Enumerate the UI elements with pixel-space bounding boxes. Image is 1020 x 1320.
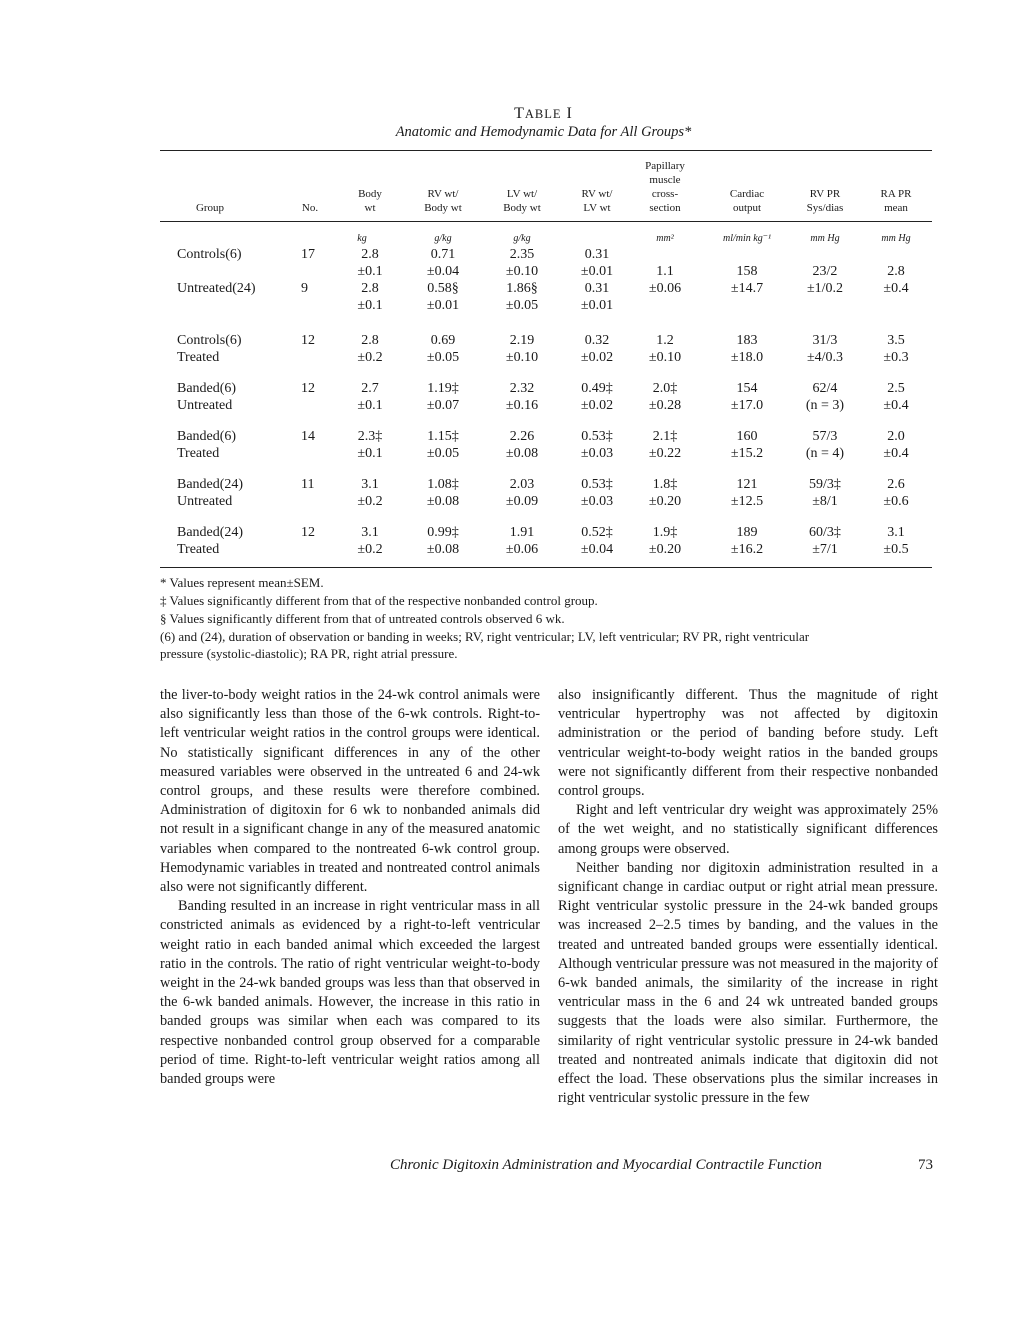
cell-rvbw-sem: ±0.07 [426, 398, 460, 413]
group-name [177, 428, 236, 462]
page-number: 73 [918, 1157, 933, 1173]
header-line: RV wt/ [427, 188, 459, 200]
group-name [177, 280, 256, 297]
cell-bw-mean: 2.8 [361, 281, 379, 296]
cell-lvbw-mean: 1.91 [509, 525, 535, 540]
table-row [160, 380, 932, 420]
table-row [160, 524, 932, 564]
header-line: output [732, 202, 762, 214]
cell-rvlv-sem: ±0.03 [580, 446, 614, 461]
header-line: Body wt [503, 202, 541, 214]
unit-rapr: mm Hg [881, 233, 911, 244]
header-line: muscle [649, 174, 681, 186]
table-header-rule [160, 221, 932, 222]
group-count: 12 [301, 333, 315, 348]
cell-lvbw-sem: ±0.05 [505, 298, 539, 313]
table-row [160, 332, 932, 372]
cell-rvpr-sem: 23/2 [812, 264, 838, 279]
header-lvbw [487, 187, 557, 215]
cell-rvlv-sem: ±0.02 [580, 398, 614, 413]
unit-lvbw: g/kg [513, 233, 531, 244]
cell-rvpr-mean: 31/3 [812, 333, 838, 348]
group-treatment: Treated [177, 446, 220, 461]
cell-bw-sem: ±0.1 [357, 264, 383, 279]
cell-rapr-sem: 2.8 [887, 264, 905, 279]
cell-pap-sem: ±0.20 [648, 542, 682, 557]
cell-co-sem: 158 [736, 264, 758, 279]
cell-rapr-mean: 2.6 [887, 477, 905, 492]
table-bottom-rule [160, 567, 932, 568]
cell-bw-mean: 3.1 [361, 525, 379, 540]
group-label: Banded(24) [177, 477, 244, 492]
cell-bw-mean: 2.3‡ [357, 429, 383, 444]
header-line: RV PR [809, 188, 841, 200]
group-name [177, 476, 243, 510]
header-line: cross- [651, 188, 679, 200]
group-treatment: Untreated [177, 398, 233, 413]
header-line: RA PR [880, 188, 912, 200]
cell-rvpr-sem: (n = 3) [805, 398, 845, 413]
header-line: Cardiac [729, 188, 765, 200]
cell-rapr-mean: 2.0 [887, 429, 905, 444]
cell-rvpr-mean: ±1/0.2 [806, 281, 844, 296]
header-line: Body wt [424, 202, 462, 214]
cell-pap-sem: 1.1 [656, 264, 674, 279]
header-rvlv [562, 187, 632, 215]
cell-lvbw-mean: 2.35 [509, 247, 535, 262]
group-count: 12 [301, 525, 315, 540]
cell-rvlv-mean: 0.53‡ [581, 477, 613, 492]
header-co [710, 187, 784, 215]
cell-rvbw-mean: 1.19‡ [427, 381, 459, 396]
body-paragraph: Banding resulted in an increase in right ventricular mass in all constricted animals as evidenced by a right-to-left ventricular weight ratio in each banded animal which exceeded the largest ratio in the controls. The ratio of right ventricular weight-to-body weight in the 24-wk banded groups was less than that observed in the 6-wk banded animals. However, the increase in this ratio in banded groups was similar when each was compared to its respective nonbanded control group observed for a comparable period of time. Right-to-left ventricular weight ratios among all banded groups were [160, 898, 540, 1088]
cell-co-mean: 154 [736, 381, 758, 396]
header-group [175, 201, 245, 215]
cell-lvbw-sem: ±0.08 [505, 446, 539, 461]
cell-co-mean: ±14.7 [730, 281, 764, 296]
cell-lvbw-mean: 2.03 [509, 477, 535, 492]
cell-rvlv-sem: ±0.02 [580, 350, 614, 365]
table-row [160, 428, 932, 468]
cell-rvbw-mean: 1.15‡ [427, 429, 459, 444]
body-paragraph: the liver-to-body weight ratios in the 24-wk control animals were also significantly less than those of the 6-wk controls. Right-to-left ventricular weight ratios in the control groups were identical. No statistically significant differences in any of the other measured variables were observed in the untreated 6 and 24-wk control groups, and these results were therefore combined. Administration of digitoxin for 6 wk to nonbanded animals did not result in a significant change in any of the measured anatomic variables when compared to the nontreated 6-wk control group. Hemodynamic variables in treated and nontreated control animals also were not significantly different. [160, 687, 540, 896]
cell-lvbw-mean: 1.86§ [506, 281, 538, 296]
cell-rapr-sem: ±0.4 [883, 398, 909, 413]
cell-rvlv-mean: 0.31 [584, 247, 610, 262]
table-row [160, 476, 932, 516]
group-count: 9 [301, 281, 308, 296]
cell-rvpr-sem: ±4/0.3 [806, 350, 844, 365]
cell-co-mean: 160 [736, 429, 758, 444]
group-label: Untreated(24) [177, 281, 256, 296]
header-line: wt [364, 202, 376, 214]
cell-lvbw-mean: 2.32 [509, 381, 535, 396]
cell-rvbw-mean: 1.08‡ [427, 477, 459, 492]
header-line: LV wt/ [506, 188, 538, 200]
cell-rvpr-sem: ±8/1 [812, 494, 838, 509]
body-column-right [558, 686, 938, 1108]
cell-rvlv-mean: 0.52‡ [581, 525, 613, 540]
header-bw [345, 187, 395, 215]
cell-co-mean: 189 [736, 525, 758, 540]
cell-co-sem: ±16.2 [730, 542, 764, 557]
cell-rapr-mean: ±0.4 [883, 281, 909, 296]
cell-rvbw-sem: ±0.01 [426, 298, 460, 313]
cell-rvpr-mean: 59/3‡ [809, 477, 841, 492]
cell-pap-mean: 1.9‡ [652, 525, 678, 540]
footnote: * Values represent mean±SEM. [160, 575, 324, 590]
cell-bw-mean: 2.8 [361, 333, 379, 348]
group-treatment: Treated [177, 350, 220, 365]
cell-bw-sem: ±0.1 [357, 298, 383, 313]
cell-lvbw-sem: ±0.16 [505, 398, 539, 413]
group-name [177, 380, 236, 414]
header-line: section [649, 202, 681, 214]
footnote: § Values significantly different from that of untreated controls observed 6 wk. [160, 611, 565, 626]
cell-rvlv-sem: ±0.03 [580, 494, 614, 509]
cell-rvlv-sem: ±0.01 [580, 264, 614, 279]
cell-lvbw-sem: ±0.06 [505, 542, 539, 557]
header-line: No. [301, 202, 319, 214]
footnote: ‡ Values significantly different from that of the respective nonbanded control group. [160, 593, 598, 608]
group-name [177, 524, 243, 558]
header-pap [630, 159, 700, 215]
cell-rapr-sem: ±0.5 [883, 542, 909, 557]
cell-rapr-mean: 3.5 [887, 333, 905, 348]
cell-rvlv-mean: 0.31 [584, 281, 610, 296]
header-line: Sys/dias [806, 202, 844, 214]
group-label: Banded(24) [177, 525, 244, 540]
unit-bw: kg [357, 233, 367, 244]
cell-rvpr-mean: 62/4 [812, 381, 838, 396]
cell-rvpr-sem: ±7/1 [812, 542, 838, 557]
cell-rvpr-sem: (n = 4) [805, 446, 845, 461]
cell-bw-mean: 3.1 [361, 477, 379, 492]
header-line: Group [195, 202, 225, 214]
cell-bw-sem: ±0.1 [357, 446, 383, 461]
unit-pap: mm² [656, 233, 674, 244]
body-column-left [160, 686, 540, 1089]
header-rapr [864, 187, 928, 215]
group-label: Banded(6) [177, 381, 237, 396]
cell-rvbw-sem: ±0.04 [426, 264, 460, 279]
cell-pap-sem: ±0.10 [648, 350, 682, 365]
cell-lvbw-mean: 2.26 [509, 429, 535, 444]
body-paragraph: Neither banding nor digitoxin administration resulted in a significant change in cardiac output or right atrial mean pressure. Right ventricular systolic pressure in the 24-wk banded groups was increased 2–2.5 times by banding, and the values in the treated and untreated banded groups were essentially identical. Although ventricular pressure was not measured in the majority of 6-wk banded animals, the similarity of the increase in right ventricular mass in the 6 and 24 wk untreated banded groups suggests that the loads were also similar. Furthermore, the similarity of right ventricular systolic pressure in 24-wk banded treated and nontreated animals indicate that digitoxin did not effect the load. These observations plus the similar increases in right ventricular systolic pressure in the few [558, 859, 938, 1107]
cell-rvlv-mean: 0.32 [584, 333, 610, 348]
table-row [160, 280, 932, 320]
footnote: pressure (systolic-diastolic); RA PR, right atrial pressure. [160, 646, 458, 661]
cell-rvbw-mean: 0.71 [430, 247, 456, 262]
group-label: Banded(6) [177, 429, 237, 444]
header-rvbw [408, 187, 478, 215]
cell-rapr-mean: 3.1 [887, 525, 905, 540]
footnote: (6) and (24), duration of observation or banding in weeks; RV, right ventricular; LV, left ventricular; RV PR, right ventricular [160, 629, 810, 644]
cell-rvbw-mean: 0.99‡ [427, 525, 459, 540]
cell-bw-sem: ±0.1 [357, 398, 383, 413]
cell-pap-sem: ±0.22 [648, 446, 682, 461]
header-rvpr [788, 187, 862, 215]
table-title: TABLE I [514, 105, 573, 122]
cell-rapr-sem: ±0.6 [883, 494, 909, 509]
cell-bw-sem: ±0.2 [357, 494, 383, 509]
group-label: Controls(6) [177, 247, 242, 262]
unit-co: ml/min kg⁻¹ [723, 233, 771, 244]
cell-co-mean: 183 [736, 333, 758, 348]
cell-lvbw-sem: ±0.10 [505, 264, 539, 279]
cell-rvlv-mean: 0.49‡ [581, 381, 613, 396]
cell-pap-mean: 1.2 [656, 333, 674, 348]
header-line: Papillary [645, 160, 685, 172]
cell-co-sem: ±15.2 [730, 446, 764, 461]
cell-lvbw-sem: ±0.09 [505, 494, 539, 509]
group-count: 11 [301, 477, 315, 492]
cell-co-sem: ±18.0 [730, 350, 764, 365]
cell-pap-mean: ±0.06 [648, 281, 682, 296]
group-label: Controls(6) [177, 333, 242, 348]
cell-rvbw-sem: ±0.08 [426, 494, 460, 509]
cell-rvbw-mean: 0.69 [430, 333, 456, 348]
unit-rvpr: mm Hg [810, 233, 840, 244]
cell-co-sem: ±12.5 [730, 494, 764, 509]
cell-bw-sem: ±0.2 [357, 350, 383, 365]
group-count: 12 [301, 381, 315, 396]
cell-lvbw-mean: 2.19 [509, 333, 535, 348]
cell-rvlv-mean: 0.53‡ [581, 429, 613, 444]
header-line: RV wt/ [581, 188, 613, 200]
group-name [177, 246, 242, 263]
cell-rvlv-sem: ±0.04 [580, 542, 614, 557]
cell-pap-mean: 1.8‡ [652, 477, 678, 492]
cell-rapr-mean: 2.5 [887, 381, 905, 396]
cell-rvbw-mean: 0.58§ [427, 281, 459, 296]
header-line: mean [884, 202, 908, 214]
cell-rvpr-mean: 60/3‡ [809, 525, 841, 540]
cell-rvlv-sem: ±0.01 [580, 298, 614, 313]
cell-rvbw-sem: ±0.05 [426, 350, 460, 365]
table-subtitle: Anatomic and Hemodynamic Data for All Groups* [395, 124, 692, 140]
cell-co-mean: 121 [736, 477, 758, 492]
body-paragraph: Right and left ventricular dry weight was approximately 25% of the wet weight, and no statistically significant differences among groups were observed. [558, 802, 938, 857]
header-line: Body [358, 188, 382, 200]
header-line: LV wt [583, 202, 611, 214]
cell-rvpr-mean: 57/3 [812, 429, 838, 444]
cell-bw-mean: 2.8 [361, 247, 379, 262]
cell-bw-mean: 2.7 [361, 381, 379, 396]
cell-rapr-sem: ±0.3 [883, 350, 909, 365]
group-count: 14 [301, 429, 315, 444]
body-paragraph: also insignificantly different. Thus the magnitude of right ventricular hypertrophy was not affected by digitoxin administration or the period of banding before study. Left ventricular weight-to-body weight ratios in the banded groups were not significantly different from their respective nonbanded control groups. [558, 687, 938, 800]
cell-co-sem: ±17.0 [730, 398, 764, 413]
cell-rvbw-sem: ±0.05 [426, 446, 460, 461]
cell-rvbw-sem: ±0.08 [426, 542, 460, 557]
cell-pap-mean: 2.0‡ [652, 381, 678, 396]
group-name [177, 332, 242, 366]
group-count: 17 [301, 247, 315, 262]
cell-pap-mean: 2.1‡ [652, 429, 678, 444]
cell-pap-sem: ±0.28 [648, 398, 682, 413]
cell-lvbw-sem: ±0.10 [505, 350, 539, 365]
group-treatment: Treated [177, 542, 220, 557]
header-no [290, 201, 330, 215]
table-top-rule [160, 150, 932, 151]
cell-pap-sem: ±0.20 [648, 494, 682, 509]
cell-rapr-sem: ±0.4 [883, 446, 909, 461]
cell-bw-sem: ±0.2 [357, 542, 383, 557]
unit-rvbw: g/kg [434, 233, 452, 244]
running-title: Chronic Digitoxin Administration and Myocardial Contractile Function [390, 1157, 822, 1173]
group-treatment: Untreated [177, 494, 233, 509]
